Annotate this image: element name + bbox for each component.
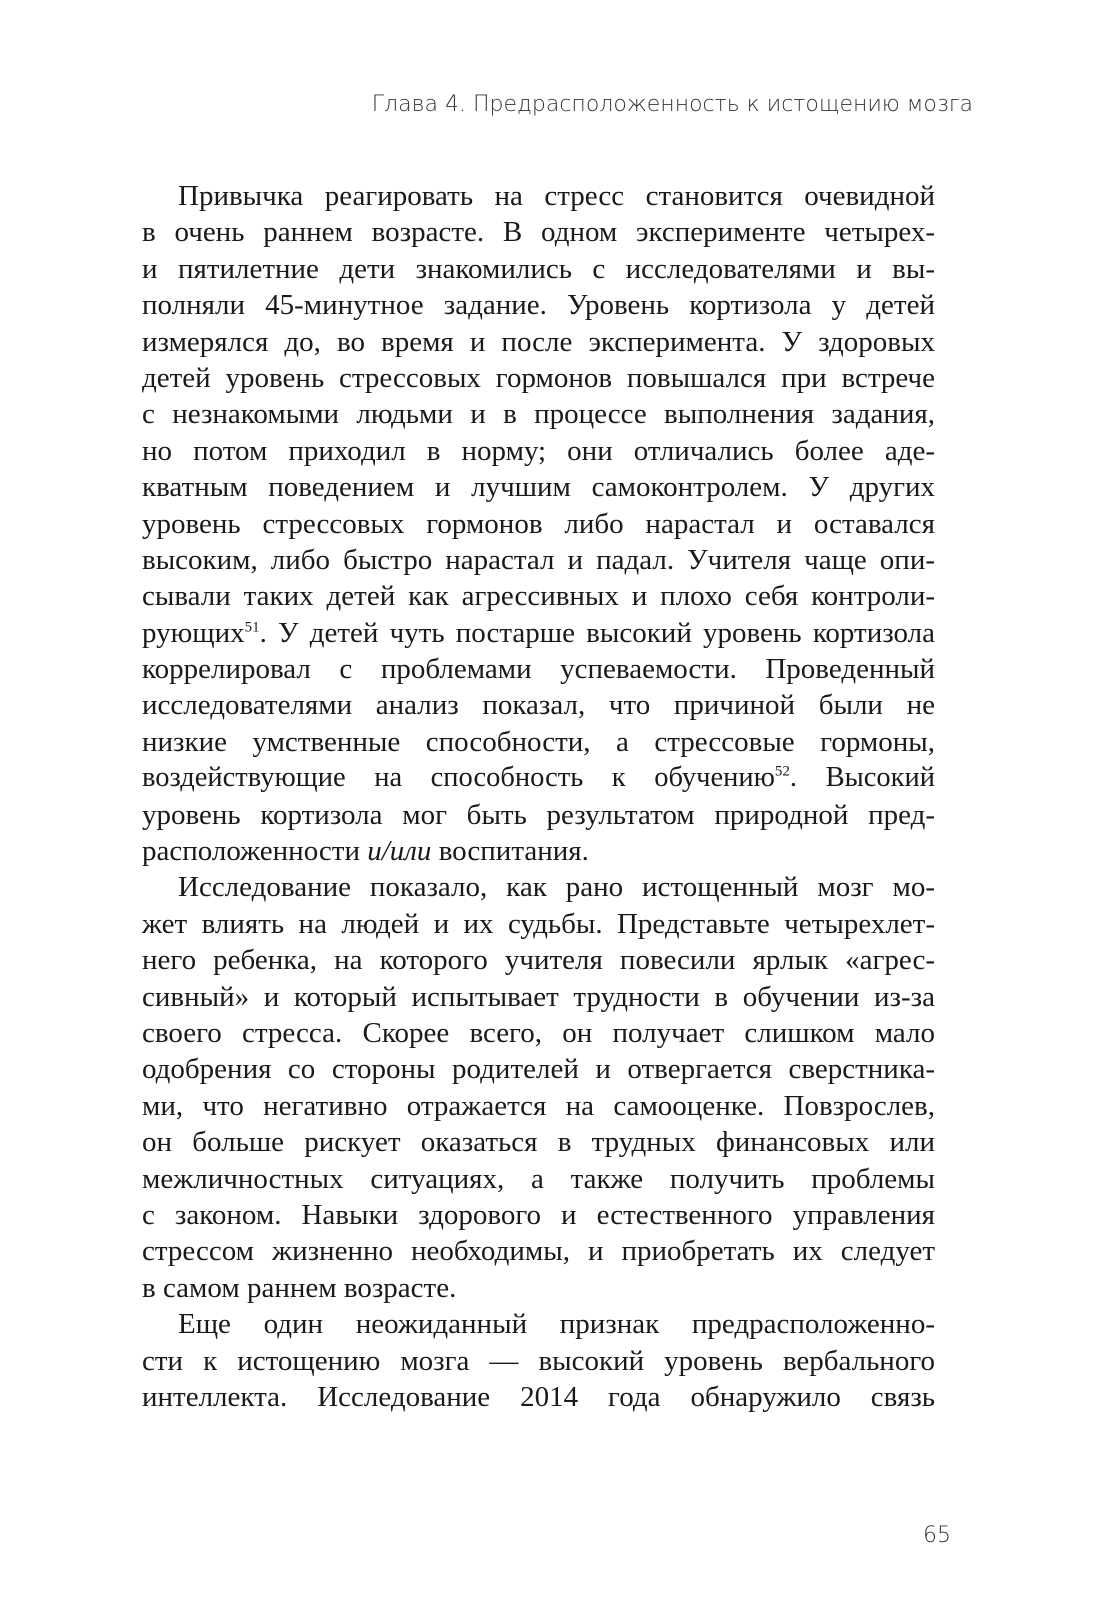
text-segment: коррелировал с проблемами успеваемости. Проведенный [142,653,935,686]
text-segment: уровень стрессовых гормонов либо нарастал и оставался [142,507,935,540]
text-segment: воспитания. [431,835,589,868]
text-segment: Еще один неожиданный признак предрасположенно- [178,1308,935,1341]
text-segment: сивный» и который испытывает трудности в обучении из-за [142,980,935,1013]
text-segment: межличностных ситуациях, а также получить проблемы [142,1162,935,1195]
running-header: Глава 4. Предрасположенность к истощению мозга [371,92,973,117]
text-segment: кватным поведением и лучшим самоконтролем. У других [142,471,935,504]
text-line [142,651,935,687]
text-line [142,724,935,760]
text-segment: с законом. Навыки здорового и естественного управления [142,1198,935,1231]
text-segment: низкие умственные способности, а стрессовые гормоны, [142,725,935,758]
italic-text: и/или [367,835,432,868]
text-line [142,615,935,651]
page-number: 65 [923,1523,951,1548]
text-segment: в самом раннем возрасте. [142,1271,457,1304]
text-line [142,214,935,250]
text-segment: полняли 45-минутное задание. Уровень кортизола у детей [142,289,935,322]
text-line [142,396,935,432]
text-segment: но потом приходил в норму; они отличались более аде- [142,434,935,467]
text-line [142,360,935,396]
text-line [142,287,935,323]
text-segment: уровень кортизола мог быть результатом природной пред- [142,798,935,831]
text-segment: . У детей чуть постарше высокий уровень кортизола [259,616,935,649]
text-segment: расположенности [142,835,368,868]
text-line [142,1270,935,1306]
text-line [142,1233,935,1269]
text-line [142,1088,935,1124]
footnote-ref: 52 [774,763,790,780]
text-line [142,942,935,978]
text-segment: с незнакомыми людьми и в процессе выполнения задания, [142,398,935,431]
text-segment: детей уровень стрессовых гормонов повышался при встрече [142,361,935,394]
text-segment: него ребенка, на которого учителя повесили ярлык «агрес- [142,944,935,977]
text-line [142,979,935,1015]
text-line [142,1051,935,1087]
text-segment: высоким, либо быстро нарастал и падал. Учителя чаще опи- [142,543,935,576]
text-line [142,578,935,614]
text-segment: стрессом жизненно необходимы, и приобретать их следует [142,1235,935,1268]
text-line [142,760,935,796]
text-line [142,833,935,869]
text-line [142,469,935,505]
text-segment: в очень раннем возрасте. В одном эксперименте четырех- [142,216,935,249]
text-line [142,1124,935,1160]
text-segment: . Высокий [789,762,935,794]
text-line [142,251,935,287]
footnote-ref: 51 [244,619,260,636]
text-segment: одобрения со стороны родителей и отвергается сверстника- [142,1053,935,1086]
text-segment: и пятилетние дети знакомились с исследователями и вы- [142,252,935,285]
text-segment: Привычка реагировать на стресс становится очевидной [178,180,935,212]
text-segment: он больше рискует оказаться в трудных финансовых или [142,1126,935,1159]
text-segment: ми, что негативно отражается на самооценке. Повзрослев, [142,1089,935,1122]
text-line [142,1015,935,1051]
text-line [142,506,935,542]
text-line [142,1197,935,1233]
text-segment: измерялся до, во время и после эксперимента. У здоровых [142,325,935,358]
text-line [142,797,935,833]
text-segment: жет влиять на людей и их судьбы. Представьте четырехлет- [142,907,935,940]
text-line [142,1379,935,1415]
text-line [142,869,935,905]
text-segment: интеллекта. Исследование 2014 года обнаружило связь [142,1380,935,1413]
text-line [142,178,935,214]
text-line [142,906,935,942]
body-text [142,178,935,1415]
text-line [142,324,935,360]
text-line [142,1343,935,1379]
text-segment: сывали таких детей как агрессивных и плохо себя контроли- [142,580,935,613]
text-line [142,1161,935,1197]
text-segment: сти к истощению мозга — высокий уровень вербального [142,1344,935,1377]
text-segment: своего стресса. Скорее всего, он получает слишком мало [142,1016,935,1049]
text-segment: исследователями анализ показал, что причиной были не [142,689,935,722]
text-line [142,1306,935,1342]
text-segment: воздействующие на способность к обучению [142,762,775,794]
text-line [142,542,935,578]
text-segment: рующих [142,616,245,649]
text-line [142,433,935,469]
text-segment: Исследование показало, как рано истощенный мозг мо- [178,871,935,904]
text-line [142,687,935,723]
